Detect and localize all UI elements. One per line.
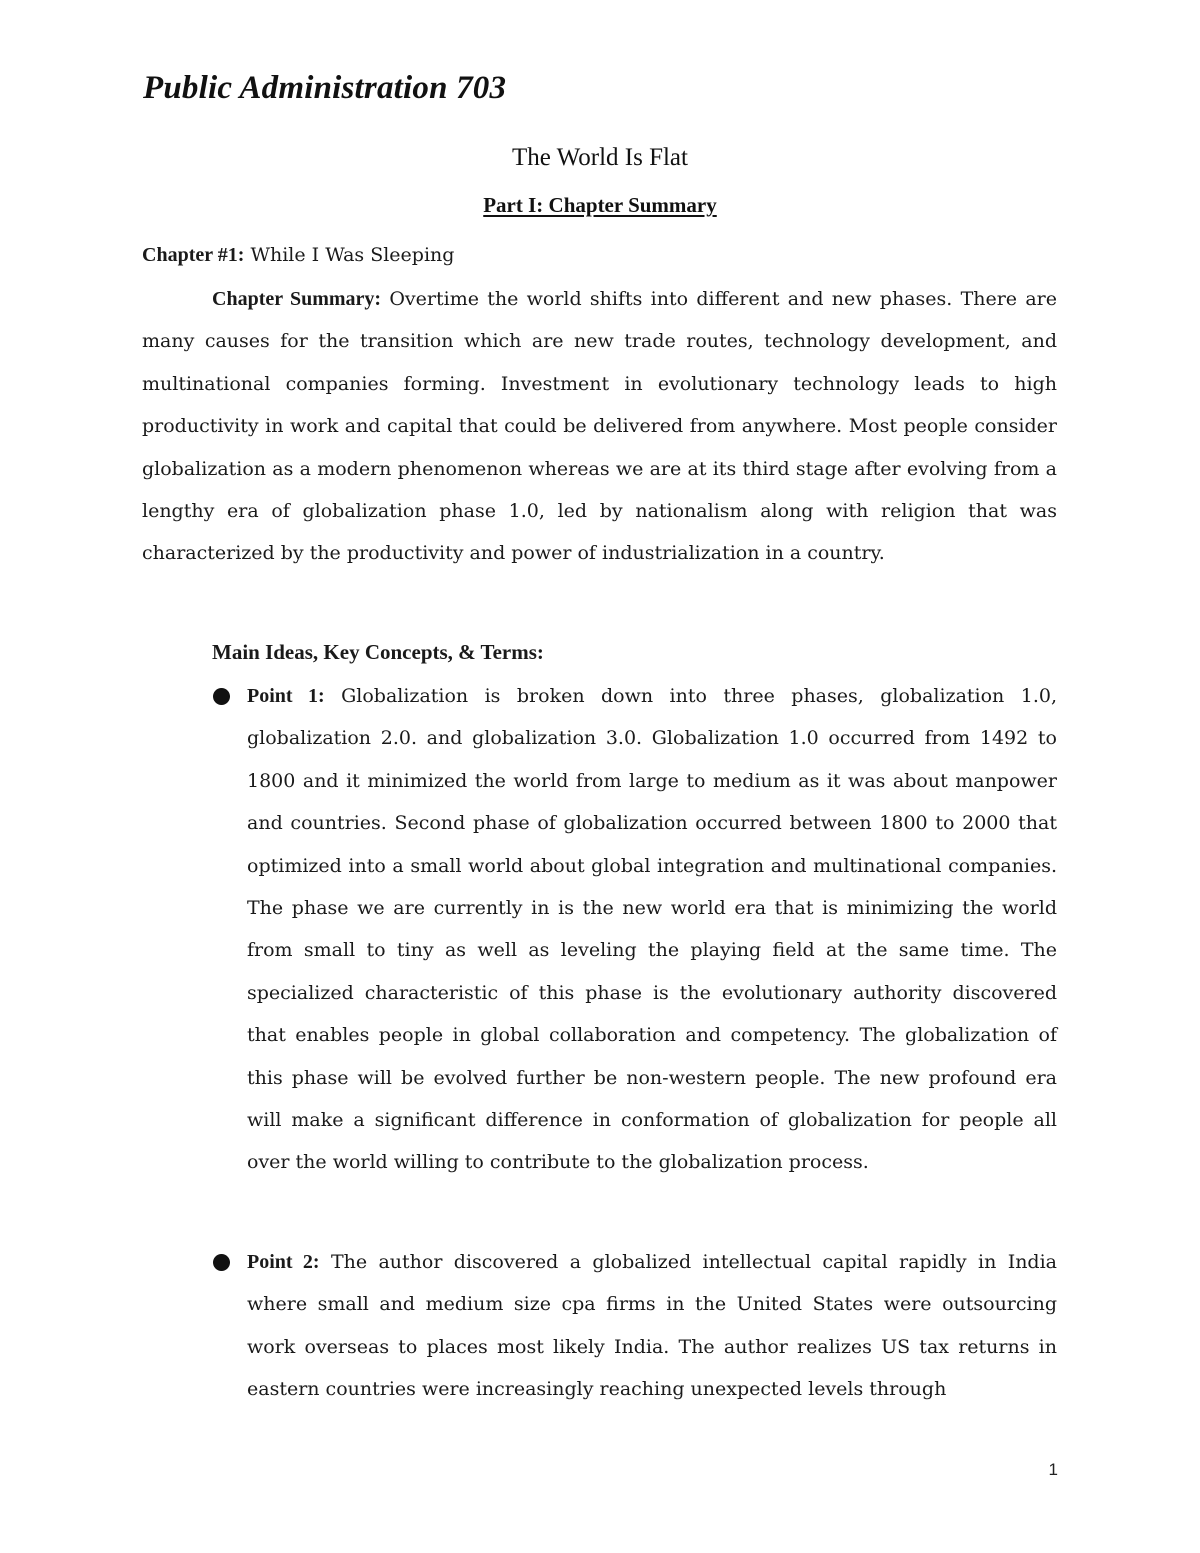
point-label: Point 1: (247, 685, 325, 707)
part-title: Part I: Chapter Summary (483, 193, 717, 217)
bullet-icon (213, 1254, 230, 1271)
page-number: 1 (1048, 1460, 1058, 1479)
chapter-label: Chapter #1: (142, 244, 245, 266)
point-item-2 (247, 1241, 1057, 1411)
point-item-1 (247, 675, 1057, 1184)
chapter-summary-label: Chapter Summary: (212, 288, 382, 310)
point-label: Point 2: (247, 1251, 320, 1273)
chapter-summary-text: Overtime the world shifts into different and new phases. There are many causes for the transition which are new trade routes, technology development, and multinational companies forming. Investment in evolutionary technology leads to high productivity in work and capital that could be delivered from anywhere. Most people consider globalization as a modern phenomenon whereas we are at its third stage after evolving from a lengthy era of globalization phase 1.0, led by nationalism along with religion that was characterized by the productivity and power of industrialization in a country. (142, 288, 1057, 565)
bullet-icon (213, 688, 230, 705)
chapter-name: While I Was Sleeping (250, 244, 455, 266)
point-text: Globalization is broken down into three phases, globalization 1.0, globalization 2.0. and globalization 3.0. Globalization 1.0 occurred from 1492 to 1800 and it minimized the world from large to medium as it was about manpower and countries. Second phase of globalization occurred between 1800 to 2000 that optimized into a small world about global integration and multinational companies. The phase we are currently in is the new world era that is minimizing the world from small to tiny as well as leveling the playing field at the same time. The specialized characteristic of this phase is the evolutionary authority discovered that enables people in global collaboration and competency. The globalization of this phase will be evolved further be non-western people. The new profound era will make a significant difference in conformation of globalization for people all over the world willing to contribute to the globalization process. (247, 685, 1058, 1174)
chapter-summary-paragraph (142, 278, 1057, 575)
chapter-line (142, 244, 454, 267)
point-text: The author discovered a globalized intellectual capital rapidly in India where small and medium size cpa firms in the United States were outsourcing work overseas to places most likely India. The author realizes US tax returns in eastern countries were increasingly reaching unexpected levels through (247, 1251, 1058, 1401)
course-header: Public Administration 703 (143, 70, 507, 106)
main-ideas-heading: Main Ideas, Key Concepts, & Terms: (212, 640, 544, 664)
document-title: The World Is Flat (512, 144, 688, 171)
